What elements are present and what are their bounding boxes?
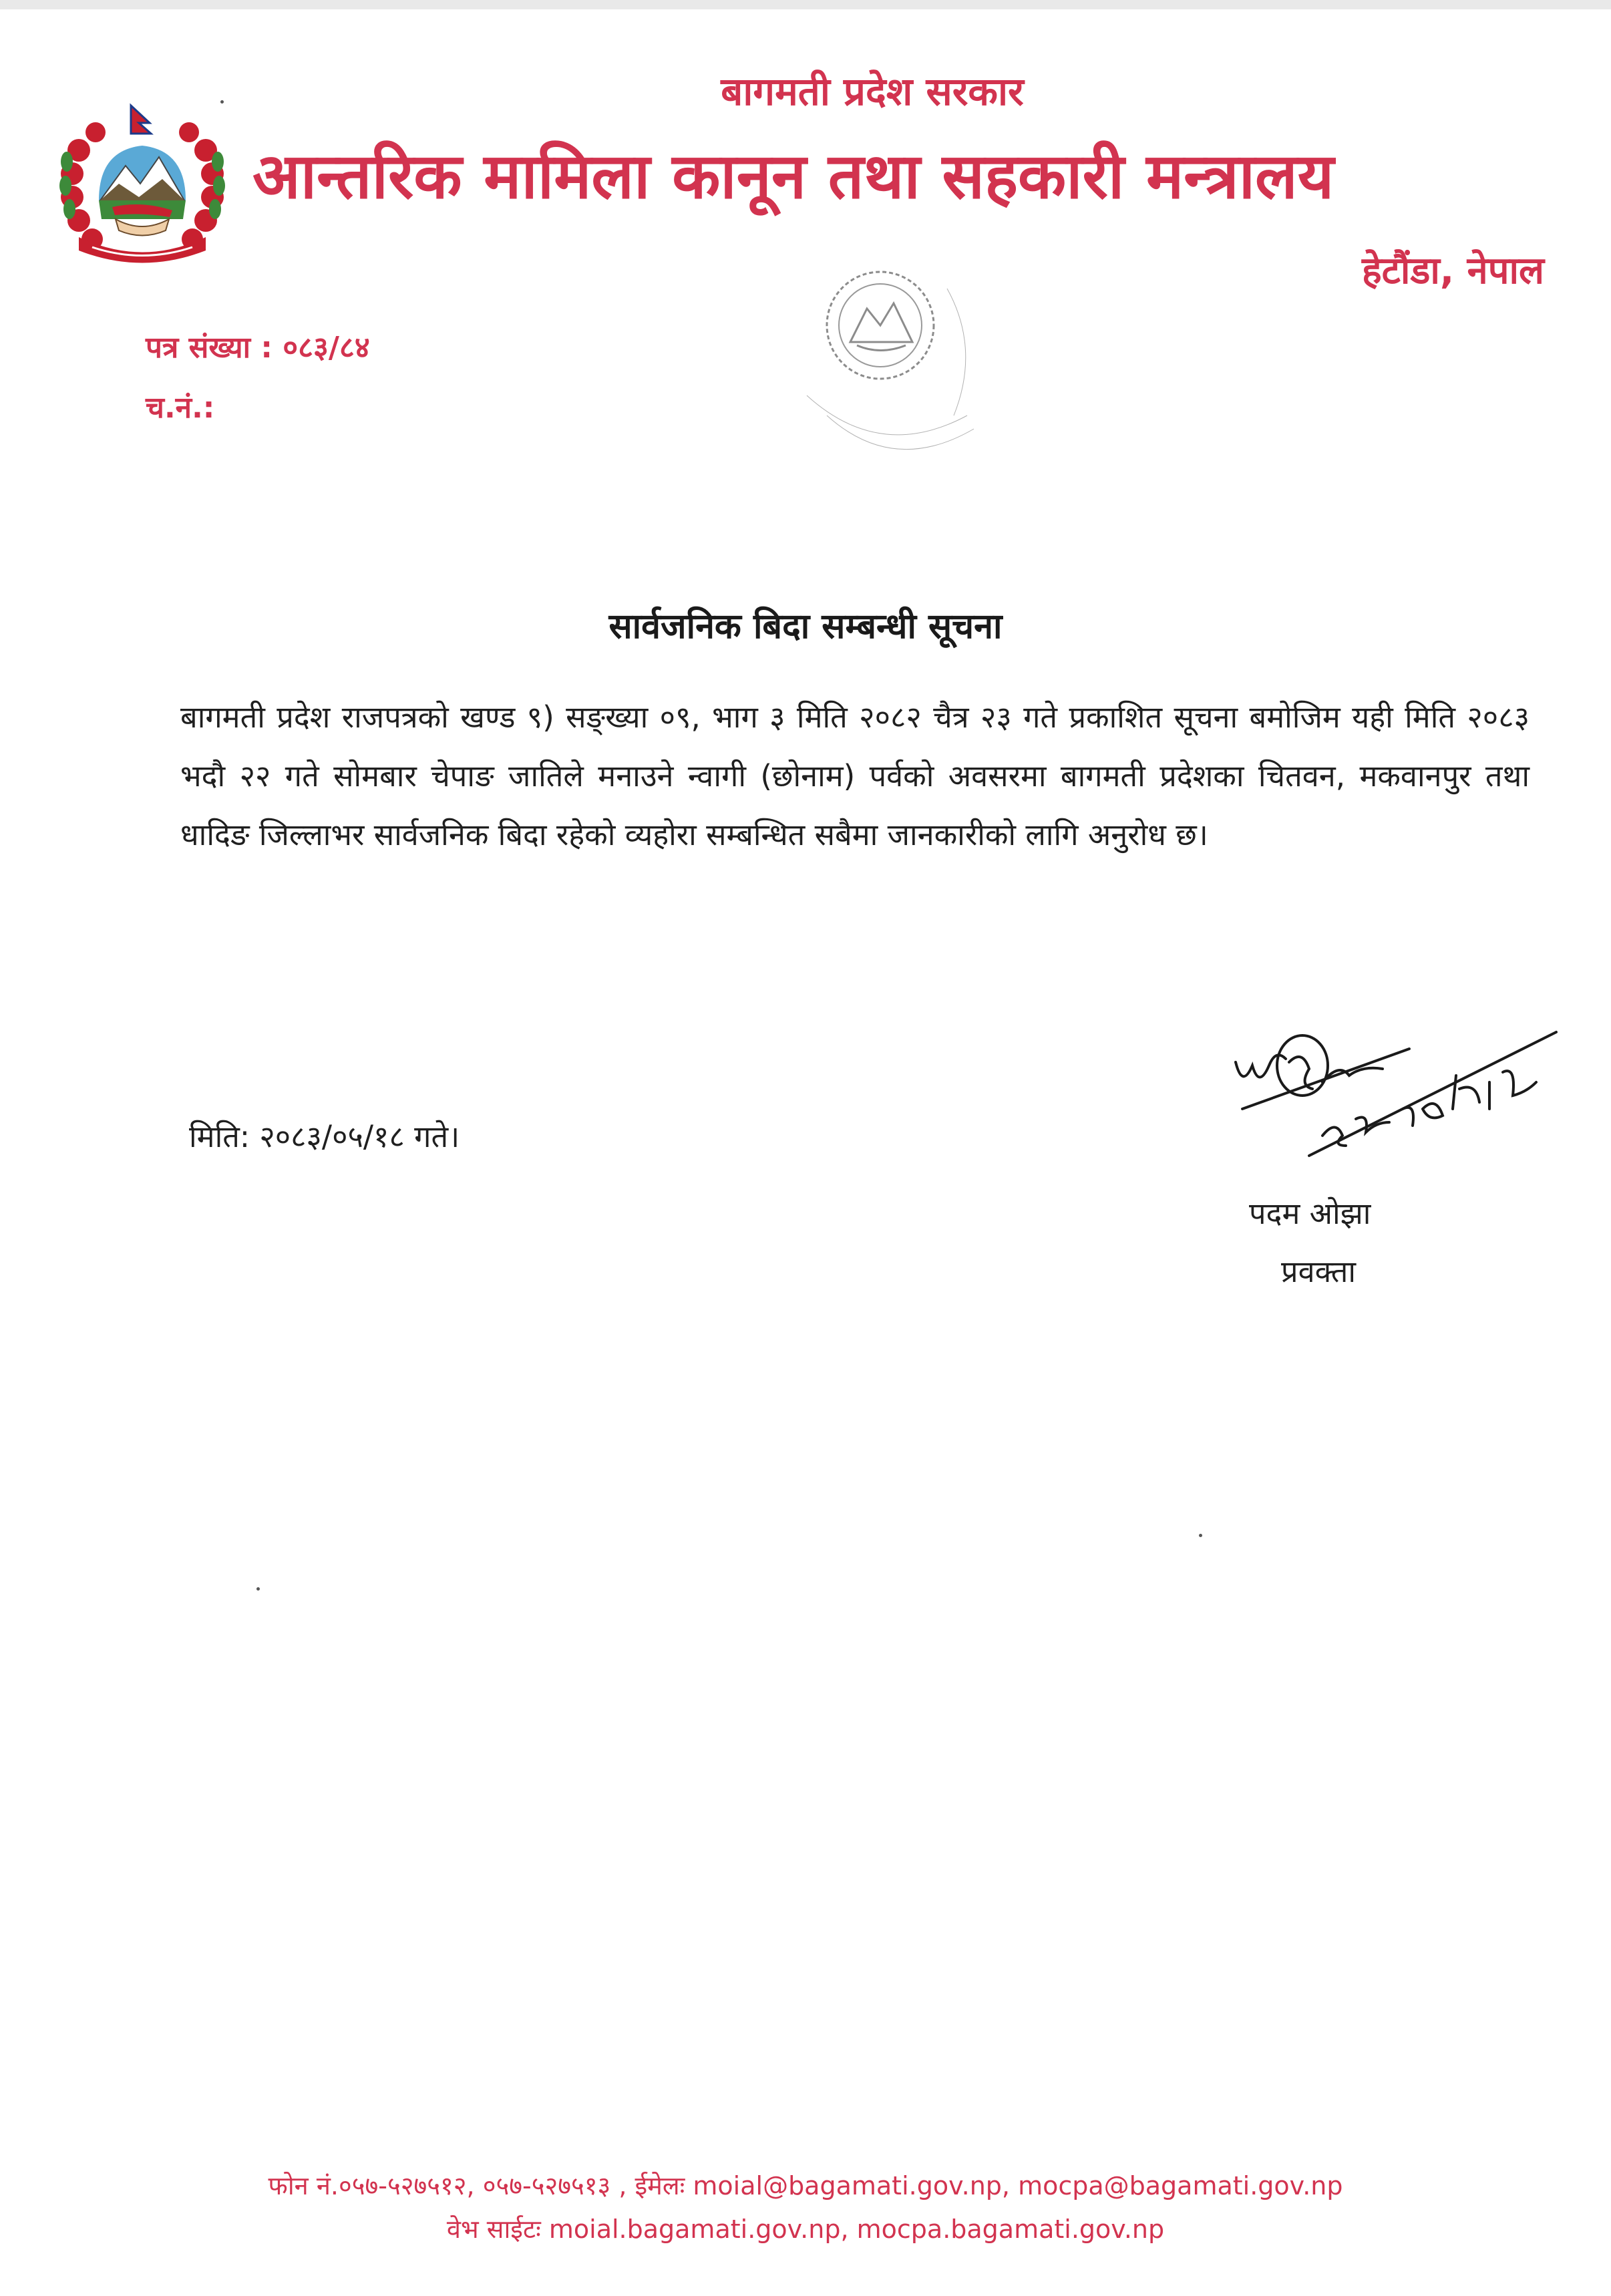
footer-website-line: वेभ साईटः moial.bagamati.gov.np, mocpa.bagamati.gov.np: [446, 2215, 1165, 2244]
nepal-emblem-logo: [52, 100, 232, 274]
letter-number-value: ०८३/८४: [283, 331, 370, 365]
scan-speck: [220, 100, 224, 104]
page-top-edge: [0, 0, 1611, 9]
signatory-title: प्रवक्ता: [1281, 1254, 1357, 1289]
reference-block: [146, 318, 370, 438]
scan-speck: [256, 1587, 260, 1591]
notice-date: मिति: २०८३/०५/१८ गते।: [189, 1119, 460, 1154]
dispatch-number-label: च.नं.:: [146, 391, 215, 425]
scan-speck: [1199, 1534, 1202, 1537]
handwritten-signature: [1222, 1002, 1596, 1189]
notice-title: सार्वजनिक बिदा सम्बन्धी सूचना: [608, 607, 1003, 647]
signatory-name: पदम ओझा: [1249, 1196, 1371, 1231]
ministry-name: आन्तरिक मामिला कानून तथा सहकारी मन्त्रालय: [252, 140, 1334, 213]
notice-body: बागमती प्रदेश राजपत्रको खण्ड ९) सङ्ख्या ०९, भाग ३ मिति २०८२ चैत्र २३ गते प्रकाशित सूचना बमोजिम यही मिति २०८३ भदौ २२ गते सोमबार चेपाङ जातिले मनाउने न्वागी (छोनाम) पर्वको अवसरमा बागमती प्रदेशका चितवन, मकवानपुर तथा धादिङ जिल्लाभर सार्वजनिक बिदा रहेको व्यहोरा सम्बन्धित सबैमा जानकारीको लागि अनुरोध छ।: [180, 699, 1530, 852]
footer-contact-line: फोन नं.०५७-५२७५१२, ०५७-५२७५१३ , ईमेलः moial@bagamati.gov.np, mocpa@bagamati.gov.np: [268, 2171, 1343, 2200]
office-location: हेटौंडा, नेपाल: [1361, 249, 1544, 293]
letter-number-label: पत्र संख्या :: [146, 331, 273, 365]
official-seal-stamp: [780, 262, 1007, 496]
dispatch-number-row: [146, 378, 370, 438]
government-name: बागमती प्रदेश सरकार: [721, 69, 1024, 114]
letter-number-row: [146, 318, 370, 378]
